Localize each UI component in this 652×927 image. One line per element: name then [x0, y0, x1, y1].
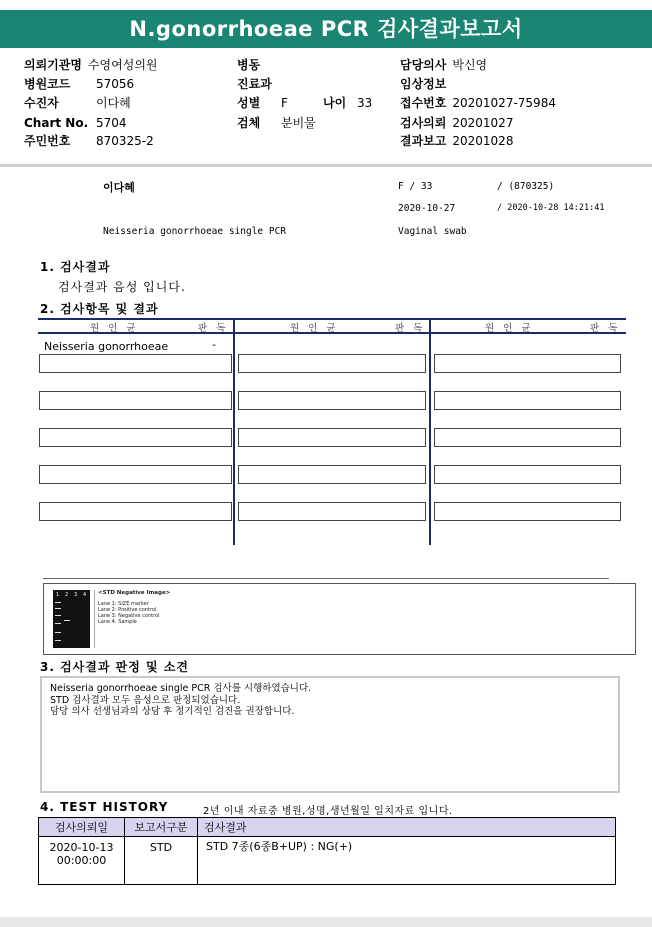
- history-note: 2년 이내 자료중 병원,성명,생년월일 일치자료 입니다.: [203, 806, 453, 817]
- history-header-row: [39, 818, 616, 837]
- section3-title: 3. 검사결과 판정 및 소견: [40, 660, 189, 674]
- gel-legend-item: Lane 3: Negative control: [98, 613, 160, 619]
- code-row: [24, 77, 134, 91]
- header-divider: [0, 164, 652, 167]
- result-cell: [39, 391, 232, 410]
- footer-band: [0, 917, 652, 927]
- gel-band: [55, 602, 61, 603]
- patient-row: [24, 96, 131, 110]
- history-date: 2020-10-13: [49, 841, 114, 854]
- chart-value: 5704: [96, 116, 127, 130]
- history-col-result: 검사결과: [198, 818, 616, 837]
- history-table: [38, 817, 616, 885]
- history-result: STD 7종(6종B+UP) : NG(+): [198, 837, 616, 885]
- report-label: 결과보고: [400, 134, 447, 148]
- gel-band: [55, 623, 61, 624]
- code-value: 57056: [96, 77, 135, 91]
- doctor-label: 담당의사: [400, 58, 447, 72]
- specimen-value: 분비물: [281, 116, 316, 130]
- history-col-type: 보고서구분: [125, 818, 198, 837]
- dept-label: [237, 77, 272, 91]
- result-cell: [39, 428, 232, 447]
- organism-name: Neisseria gonorrhoeae: [44, 340, 169, 353]
- patient-name: 이다혜: [103, 181, 135, 194]
- col-organism: 원 인 균: [290, 323, 339, 334]
- lane-number: 3: [74, 592, 78, 598]
- chart-label: Chart No.: [24, 116, 89, 130]
- result-summary: 검사결과 음성 입니다.: [58, 280, 186, 294]
- birth-date: / (870325): [497, 181, 555, 192]
- lane-number: 2: [65, 592, 69, 598]
- gel-band: [55, 608, 61, 609]
- specimen-label: 검체: [237, 116, 261, 130]
- opinion-box: [40, 676, 620, 793]
- sex-row: [237, 96, 372, 110]
- age-label: 나이: [323, 96, 347, 110]
- gel-image-box: [43, 583, 636, 655]
- request-label: 검사의뢰: [400, 116, 447, 130]
- section4-title: 4. TEST HISTORY: [40, 800, 169, 814]
- history-date-cell: [39, 837, 125, 885]
- result-cell: [434, 391, 621, 410]
- clinical-row: [400, 77, 446, 91]
- result-cell: [434, 502, 621, 521]
- table-row: [39, 837, 616, 885]
- result-cell: [434, 465, 621, 484]
- clinical-label: 임상정보: [400, 77, 447, 91]
- opinion-line: 담당 의사 선생님과의 상담 후 정기적인 검진을 권장합니다.: [50, 706, 295, 717]
- result-cell: [434, 354, 621, 373]
- result-cell: [238, 391, 426, 410]
- history-time: 00:00:00: [56, 854, 107, 867]
- id-row: [24, 134, 154, 148]
- ward-label: [237, 58, 260, 72]
- section2-title: 2. 검사항목 및 결과: [40, 302, 159, 316]
- ward-label-text: 병동: [237, 58, 261, 72]
- sex-label: 성별: [237, 96, 261, 110]
- result-cell: [39, 502, 232, 521]
- hospital-value: 수영여성의원: [87, 58, 158, 72]
- report-value: 20201028: [452, 134, 514, 148]
- history-col-date: 검사의뢰일: [39, 818, 125, 837]
- doctor-row: [400, 58, 487, 72]
- organism-result: -: [212, 338, 216, 351]
- request-value: 20201027: [452, 116, 514, 130]
- col-organism: 원 인 균: [485, 323, 534, 334]
- opinion-line: STD 검사결과 모두 음성으로 판정되었습니다.: [50, 694, 241, 706]
- id-value: 870325-2: [96, 134, 154, 148]
- gel-legend-item: Lane 4: Sample: [98, 619, 137, 625]
- sex-age: F / 33: [398, 181, 433, 192]
- patient-label: 수진자: [24, 96, 59, 110]
- col-judgment: 판 독: [198, 323, 229, 334]
- report-datetime: / 2020-10-28 14:21:41: [497, 203, 605, 213]
- lane-number: 1: [56, 592, 60, 598]
- result-cell: [238, 354, 426, 373]
- report-title: N.gonorrhoeae PCR 검사결과보고서: [0, 10, 652, 48]
- col-organism: 원 인 균: [90, 323, 139, 334]
- specimen-type: Vaginal swab: [398, 226, 467, 237]
- grid-divider: [233, 318, 235, 545]
- code-label: 병원코드: [24, 77, 71, 91]
- gel-legend-item: Lane 2: Positive control: [98, 607, 157, 613]
- specimen-row: [237, 116, 316, 130]
- history-type: STD: [125, 837, 198, 885]
- gel-title: <STD Negative Image>: [98, 590, 171, 596]
- opinion-line: Neisseria gonorrhoeae single PCR 검사를 시행하였습니다.: [50, 683, 312, 694]
- image-divider: [43, 578, 609, 579]
- patient-value: 이다혜: [96, 96, 131, 110]
- sex-value: F: [281, 96, 288, 110]
- section1-title: 1. 검사결과: [40, 260, 111, 274]
- gel-legend-item: Lane 1: SIZE marker: [98, 601, 149, 607]
- result-cell: [434, 428, 621, 447]
- gel-band: [55, 640, 61, 641]
- test-name: Neisseria gonorrhoeae single PCR: [103, 226, 287, 237]
- result-cell: [39, 354, 232, 373]
- accession-label: 접수번호: [400, 96, 447, 110]
- collect-date: 2020-10-27: [398, 203, 456, 214]
- dept-label-text: 진료과: [237, 77, 272, 91]
- gel-legend: [94, 590, 202, 648]
- lane-number: 4: [83, 592, 87, 598]
- gel-band: [64, 620, 70, 621]
- gel-image: [53, 590, 90, 648]
- accession-value: 20201027-75984: [452, 96, 556, 110]
- age-value: 33: [357, 96, 373, 110]
- report-row: [400, 134, 513, 148]
- result-cell: [238, 428, 426, 447]
- hospital-label: 의뢰기관명: [24, 58, 82, 72]
- result-cell: [238, 465, 426, 484]
- result-cell: [238, 502, 426, 521]
- gel-band: [55, 632, 61, 633]
- id-label: 주민번호: [24, 134, 71, 148]
- gel-band: [55, 615, 61, 616]
- col-judgment: 판 독: [395, 323, 426, 334]
- chart-row: [24, 116, 127, 130]
- accession-row: [400, 96, 556, 110]
- doctor-value: 박신영: [452, 58, 488, 72]
- result-cell: [39, 465, 232, 484]
- hospital-row: [24, 58, 158, 72]
- col-judgment: 판 독: [590, 323, 621, 334]
- request-row: [400, 116, 513, 130]
- grid-divider: [429, 318, 431, 545]
